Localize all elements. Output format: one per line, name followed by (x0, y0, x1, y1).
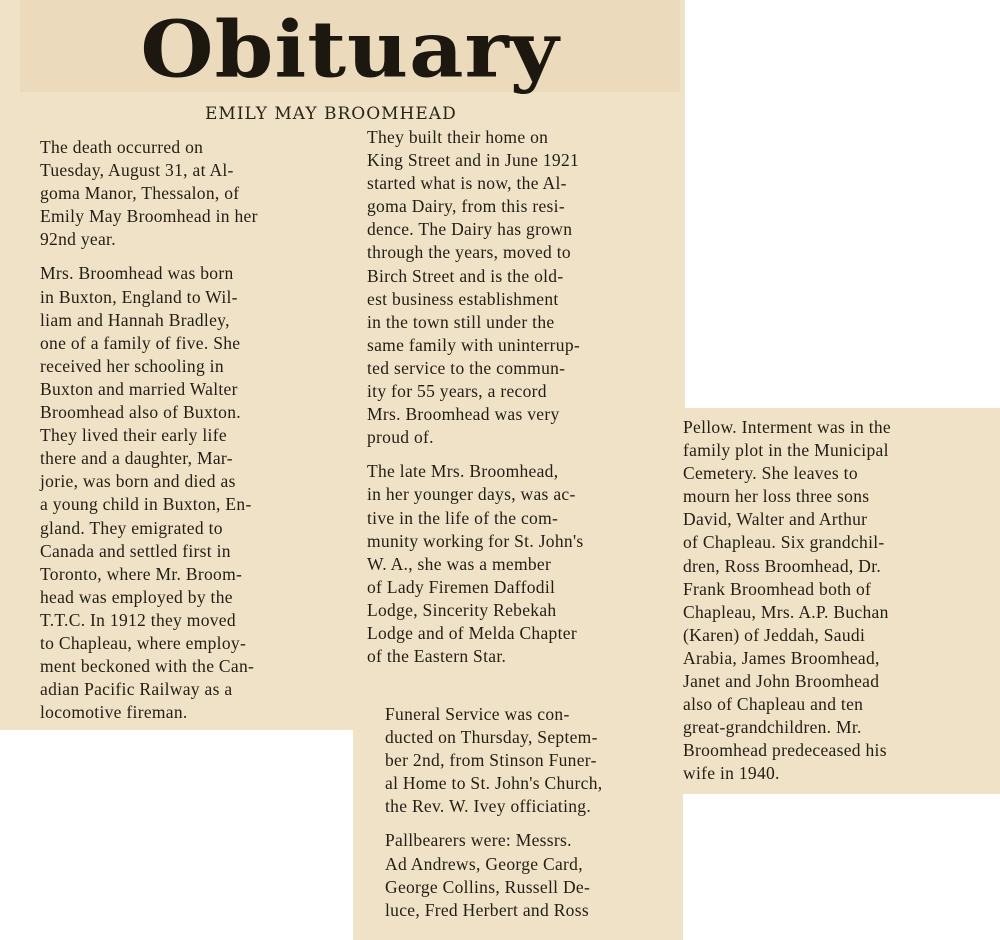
text-line: ity for 55 years, a record (367, 381, 547, 402)
paragraph-gap (385, 818, 602, 829)
text-line: dren, Ross Broomhead, Dr. (683, 555, 882, 576)
text-line: the Rev. W. Ivey officiating. (385, 796, 592, 817)
text-line: King Street and in June 1921 (367, 150, 580, 171)
text-line: Arabia, James Broomhead, (683, 647, 880, 668)
text-line: est business establishment (367, 288, 559, 309)
text-line: through the years, moved to (367, 242, 571, 263)
text-line: in the town still under the (367, 311, 555, 332)
text-line: of Lady Firemen Daffodil (367, 576, 556, 597)
text-line: W. A., she was a member (367, 553, 552, 574)
text-line: also of Chapleau and ten (683, 694, 864, 715)
text-line: ber 2nd, from Stinson Funer- (385, 750, 597, 771)
text-line: ted service to the commun- (367, 357, 566, 378)
text-line: dence. The Dairy has grown (367, 219, 573, 240)
text-line: in Buxton, England to Wil- (40, 286, 238, 307)
text-line: luce, Fred Herbert and Ross (385, 899, 589, 920)
text-line: David, Walter and Arthur (683, 509, 868, 530)
text-line: 92nd year. (40, 229, 116, 250)
text-line: in her younger days, was ac- (367, 484, 576, 505)
text-line: great-grandchildren. Mr. (683, 717, 862, 738)
text-line: They built their home on (367, 127, 549, 147)
text-line: Ad Andrews, George Card, (385, 853, 583, 874)
text-line: Buxton and married Walter (40, 378, 238, 399)
text-line: a young child in Buxton, En- (40, 494, 252, 515)
text-line: Cemetery. She leaves to (683, 463, 858, 484)
text-line: Broomhead predeceased his (683, 740, 887, 761)
column-2-continued (385, 703, 602, 922)
column-1 (40, 136, 258, 724)
text-line: proud of. (367, 427, 434, 448)
text-line: ducted on Thursday, Septem- (385, 727, 598, 748)
paragraph-gap (367, 449, 584, 460)
text-line: of the Eastern Star. (367, 646, 507, 667)
text-line: Broomhead also of Buxton. (40, 402, 241, 423)
text-line: started what is now, the Al- (367, 173, 567, 194)
text-line: tive in the life of the com- (367, 507, 559, 528)
text-line: Lodge, Sincerity Rebekah (367, 599, 557, 620)
text-line: jorie, was born and died as (40, 471, 236, 492)
text-line: Janet and John Broomhead (683, 671, 880, 692)
text-line: Birch Street and is the old- (367, 265, 564, 286)
text-line: The late Mrs. Broomhead, (367, 461, 559, 482)
text-line: T.T.C. In 1912 they moved (40, 609, 236, 630)
text-line: Mrs. Broomhead was very (367, 404, 560, 425)
text-line: to Chapleau, where employ- (40, 632, 247, 653)
text-line: al Home to St. John's Church, (385, 773, 603, 794)
text-line: The death occurred on (40, 137, 204, 157)
text-line: family plot in the Municipal (683, 440, 889, 461)
text-line: They lived their early life (40, 425, 227, 446)
text-line: liam and Hannah Bradley, (40, 309, 230, 330)
obituary-title: Obituary (140, 4, 560, 96)
text-line: Pallbearers were: Messrs. (385, 830, 572, 851)
text-line: ment beckoned with the Can- (40, 656, 255, 677)
text-line: Lodge and of Melda Chapter (367, 622, 577, 643)
text-line: Funeral Service was con- (385, 704, 570, 724)
text-line: goma Dairy, from this resi- (367, 196, 565, 217)
text-line: adian Pacific Railway as a (40, 679, 233, 700)
text-line: of Chapleau. Six grandchil- (683, 532, 885, 553)
paragraph-gap (40, 251, 258, 262)
text-line: Toronto, where Mr. Broom- (40, 563, 243, 584)
text-line: mourn her loss three sons (683, 486, 870, 507)
text-line: Canada and settled first in (40, 540, 231, 561)
text-line: George Collins, Russell De- (385, 876, 591, 897)
text-line: Pellow. Interment was in the (683, 417, 891, 437)
text-line: locomotive fireman. (40, 702, 188, 723)
text-line: received her schooling in (40, 355, 224, 376)
text-line: one of a family of five. She (40, 332, 241, 353)
text-line: munity working for St. John's (367, 530, 584, 551)
text-line: Frank Broomhead both of (683, 578, 872, 599)
text-line: gland. They emigrated to (40, 517, 223, 538)
text-line: Emily May Broomhead in her (40, 206, 258, 227)
text-line: Tuesday, August 31, at Al- (40, 160, 234, 181)
column-2 (367, 126, 584, 668)
text-line: there and a daughter, Mar- (40, 448, 233, 469)
text-line: goma Manor, Thessalon, of (40, 183, 240, 204)
text-line: Chapleau, Mrs. A.P. Buchan (683, 601, 889, 622)
text-line: (Karen) of Jeddah, Saudi (683, 624, 866, 645)
deceased-name-heading: EMILY MAY BROOMHEAD (205, 104, 457, 124)
column-3 (683, 416, 891, 786)
text-line: same family with uninterrup- (367, 334, 580, 355)
text-line: head was employed by the (40, 586, 233, 607)
text-line: wife in 1940. (683, 763, 780, 784)
text-line: Mrs. Broomhead was born (40, 263, 234, 284)
